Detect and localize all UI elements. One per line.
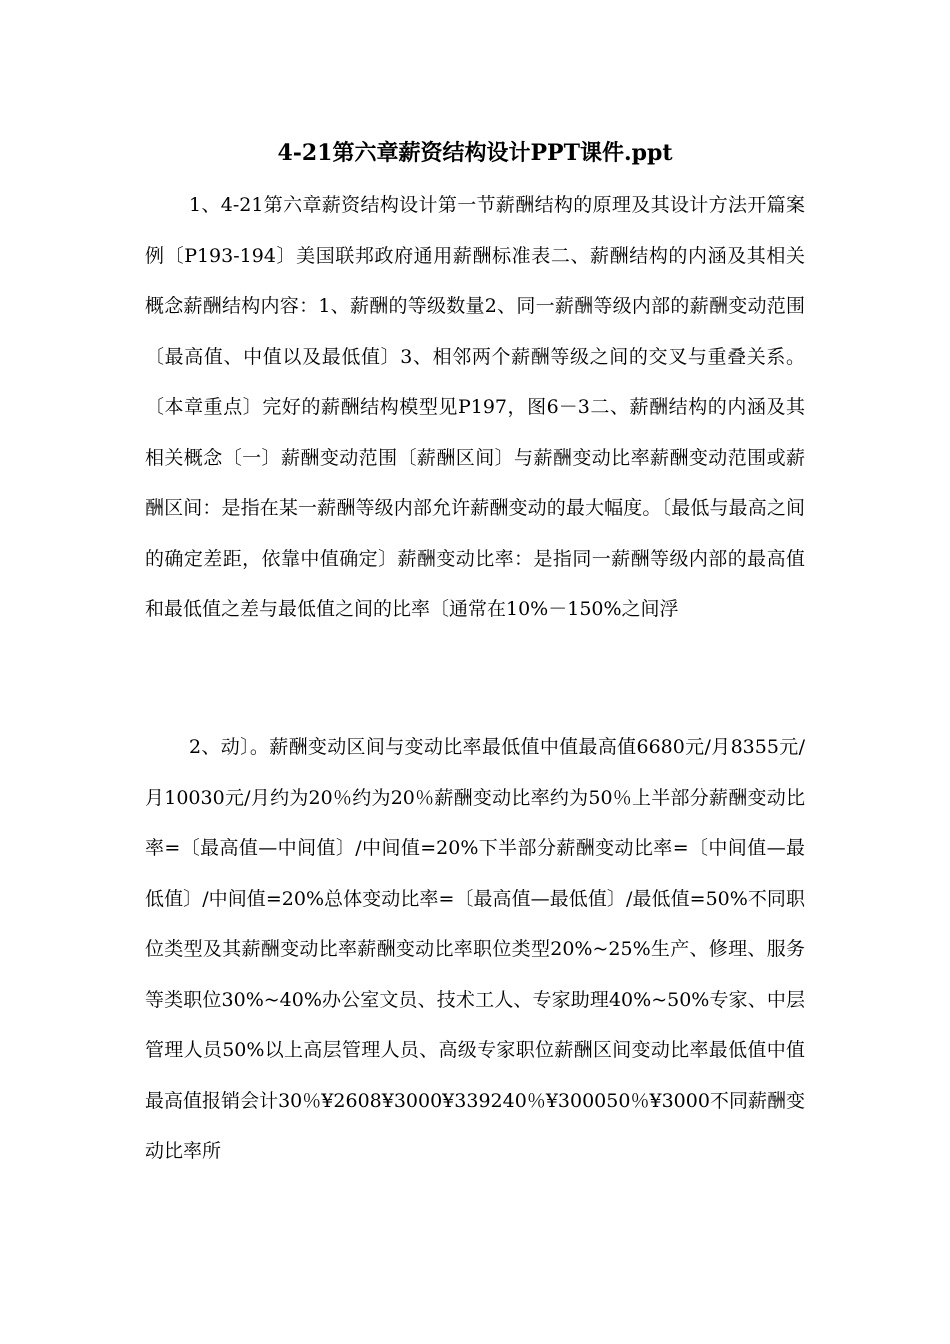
paragraph-2: 2、动〕。薪酬变动区间与变动比率最低值中值最高值6680元/月8355元/月10030元/月约为20％约为20％薪酬变动比率约为50％上半部分薪酬变动比率=〔最高值—中间值〕/中间值=20%下半部分薪酬变动比率=〔中间值—最低值〕/中间值=20%总体变动比率=〔最高值—最低值〕/最低值=50%不同职位类型及其薪酬变动比率薪酬变动比率职位类型20%~25%生产、修理、服务等类职位30%~40%办公室文员、技术工人、专家助理40%~50%专家、中层管理人员50%以上高层管理人员、高级专家职位薪酬区间变动比率最低值中值最高值报销会计30％¥2608¥3000¥339240％¥300050％¥3000不同薪酬变动比率所 (145, 736, 805, 1162)
document-title: 4-21第六章薪资结构设计PPT课件.ppt (277, 140, 673, 166)
paragraph-1: 1、4-21第六章薪资结构设计第一节薪酬结构的原理及其设计方法开篇案例〔P193-194〕美国联邦政府通用薪酬标准表二、薪酬结构的内涵及其相关概念薪酬结构内容：1、薪酬的等级数量2、同一薪酬等级内部的薪酬变动范围〔最高值、中值以及最低值〕3、相邻两个薪酬等级之间的交叉与重叠关系。〔本章重点〕完好的薪酬结构模型见P197，图6－3二、薪酬结构的内涵及其相关概念〔一〕薪酬变动范围〔薪酬区间〕与薪酬变动比率薪酬变动范围或薪酬区间：是指在某一薪酬等级内部允许薪酬变动的最大幅度。〔最低与最高之间的确定差距，依靠中值确定〕薪酬变动比率：是指同一薪酬等级内部的最高值和最低值之差与最低值之间的比率〔通常在10%－150%之间浮 (145, 194, 805, 620)
